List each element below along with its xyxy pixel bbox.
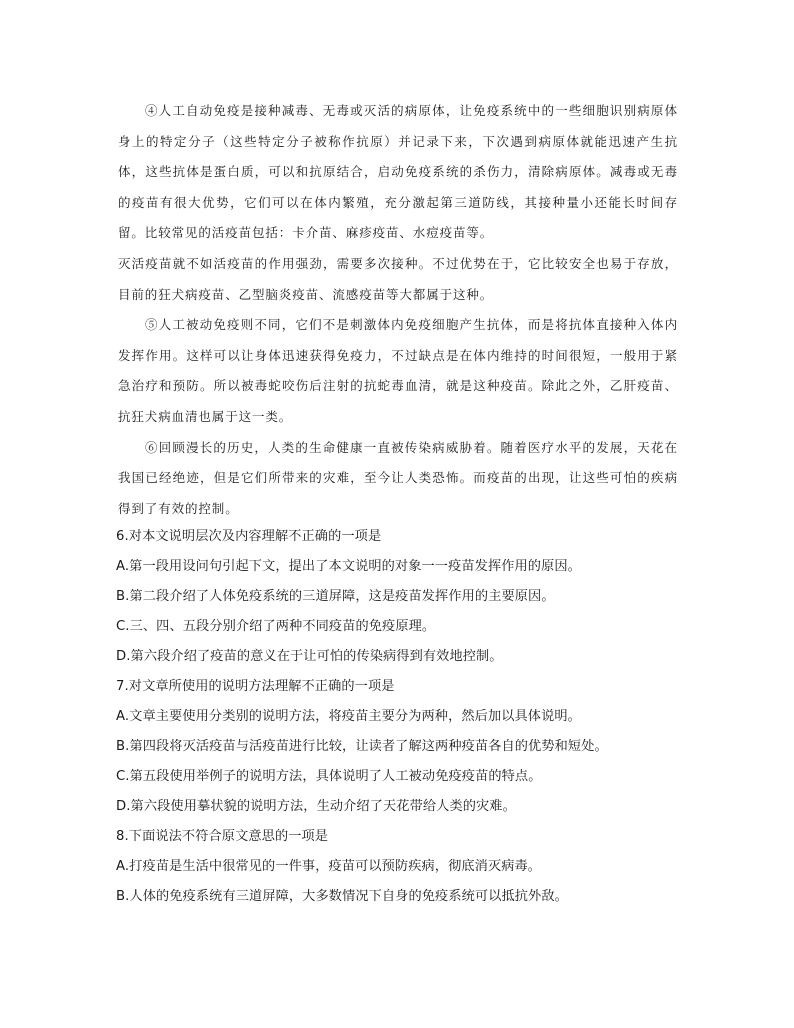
question-6-stem: 6.对本文说明层次及内容理解不正确的一项是 bbox=[116, 529, 382, 544]
reading-passage bbox=[118, 96, 678, 524]
paragraph-6: ⑥回顾漫长的历史，人类的生命健康一直被传染病威胁着。随着医疗水平的发展，天花在我国已经绝迹，但是它们所带来的灾难，至今让人类恐怖。而疫苗的出现，让这些可怕的疾病得到了有效的控制。 bbox=[118, 439, 678, 516]
question-6-option-d: D.第六段介绍了疫苗的意义在于让可怕的传染病得到有效地控制。 bbox=[116, 649, 503, 664]
paragraph-5: ⑤人工被动免疫则不同，它们不是刺激体内免疫细胞产生抗体，而是将抗体直接种入体内发挥作用。这样可以让身体迅速获得免疫力，不过缺点是在体内维持的时间很短，一般用于紧急治疗和预防。所以被毒蛇咬伤后注射的抗蛇毒血清，就是这种疫苗。除此之外，乙肝疫苗、抗狂犬病血清也属于这一类。 bbox=[118, 317, 678, 424]
question-7-option-c: C.第五段使用举例子的说明方法，具体说明了人工被动免疫疫苗的特点。 bbox=[116, 769, 542, 784]
paragraph-4: ④人工自动免疫是接种减毒、无毒或灭活的病原体，让免疫系统中的一些细胞识别病原体身上的特定分子（这些特定分子被称作抗原）并记录下来，下次遇到病原体就能迅速产生抗体，这些抗体是蛋白质，可以和抗原结合，启动免疫系统的杀伤力，清除病原体。减毒或无毒的疫苗有很大优势，它们可以在体内繁殖，充分激起第三道防线，其接种量小还能长时间存留。比较常见的活疫苗包括：卡介苗、麻疹疫苗、水痘疫苗等。 bbox=[118, 103, 678, 241]
question-7-option-b: B.第四段将灭活疫苗与活疫苗进行比较，让读者了解这两种疫苗各自的优势和短处。 bbox=[116, 739, 608, 754]
question-8-option-a: A.打疫苗是生活中很常见的一件事，疫苗可以预防疾病，彻底消灭病毒。 bbox=[116, 859, 542, 874]
question-6-option-c: C.三、四、五段分别介绍了两种不同疫苗的免疫原理。 bbox=[116, 619, 436, 634]
question-6-option-b: B.第二段介绍了人体免疫系统的三道屏障，这是疫苗发挥作用的主要原因。 bbox=[116, 589, 555, 604]
question-8-stem: 8.下面说法不符合原文意思的一项是 bbox=[116, 829, 329, 844]
question-7-option-d: D.第六段使用摹状貌的说明方法，生动介绍了天花带给人类的灾难。 bbox=[116, 799, 516, 814]
paragraph-4-continued: 灭活疫苗就不如活疫苗的作用强劲，需要多次接种。不过优势在于，它比较安全也易于存放，目前的狂犬病疫苗、乙型脑炎疫苗、流感疫苗等大都属于这种。 bbox=[118, 255, 678, 302]
question-section bbox=[116, 522, 686, 912]
question-8-option-b: B.人体的免疫系统有三道屏障，大多数情况下自身的免疫系统可以抵抗外敌。 bbox=[116, 889, 568, 904]
question-7-option-a: A.文章主要使用分类别的说明方法，将疫苗主要分为两种，然后加以具体说明。 bbox=[116, 709, 581, 724]
question-6-option-a: A.第一段用设问句引起下文，提出了本文说明的对象一一疫苗发挥作用的原因。 bbox=[116, 559, 581, 574]
question-7-stem: 7.对文章所使用的说明方法理解不正确的一项是 bbox=[116, 679, 395, 694]
